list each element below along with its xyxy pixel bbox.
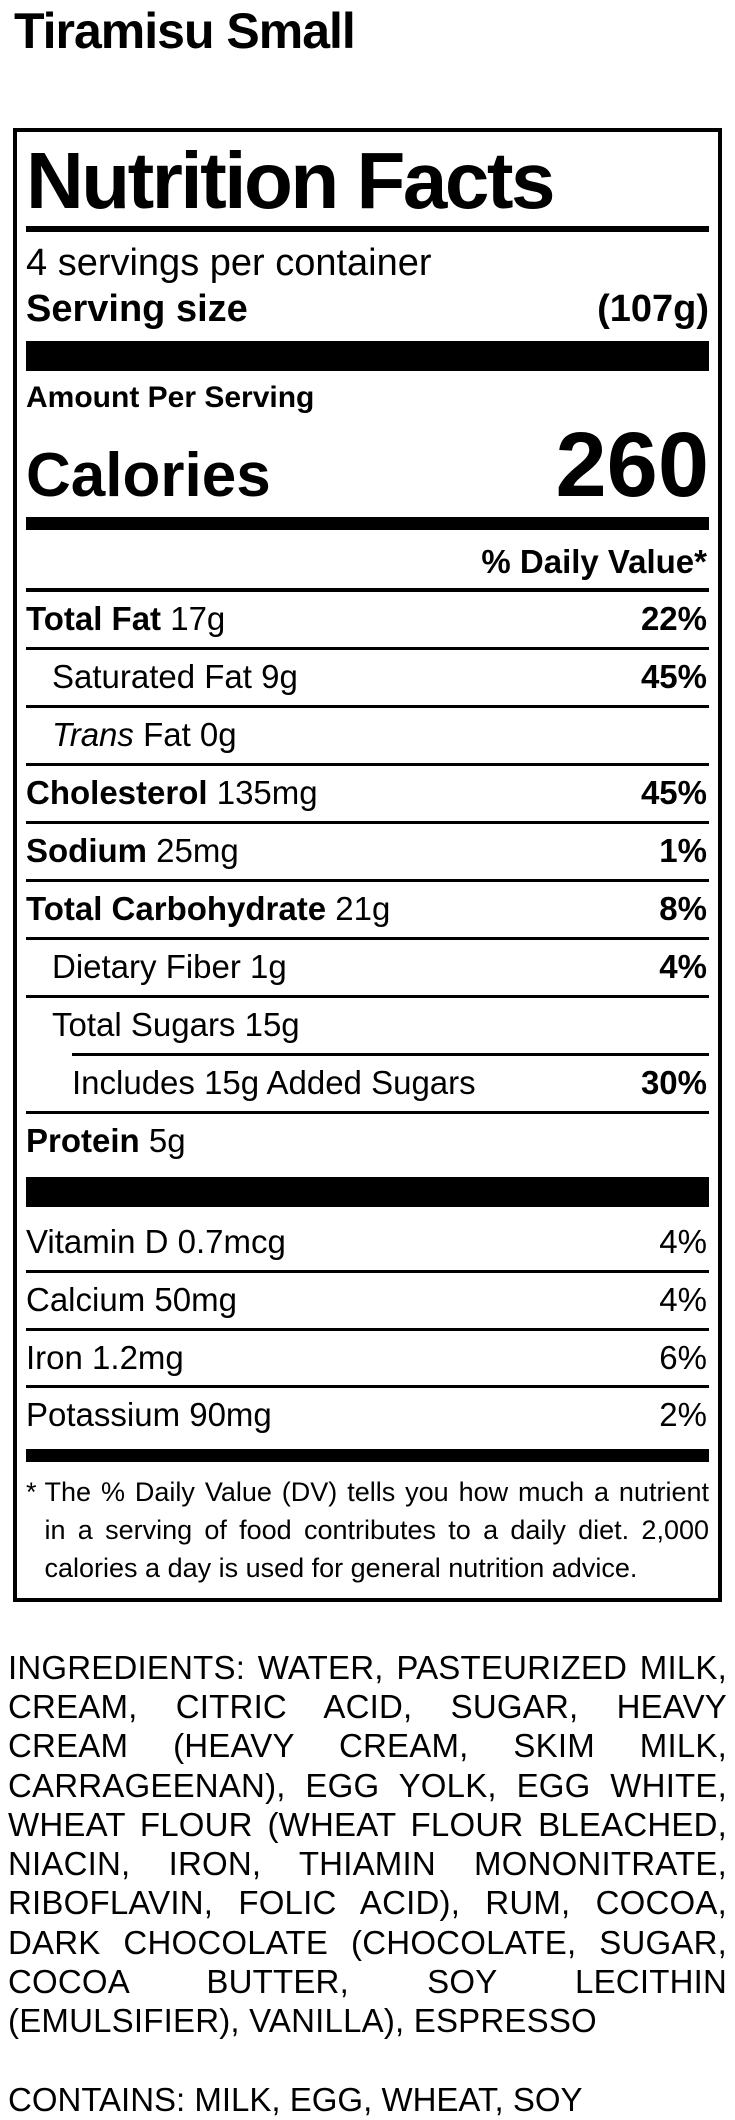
nutrient-amount: Fat 0g	[133, 716, 237, 754]
nutrient-row	[26, 998, 709, 1053]
nutrient-row	[26, 940, 709, 995]
footnote	[26, 1474, 709, 1587]
ingredients-paragraph: INGREDIENTS: WATER, PASTEURIZED MILK, CREAM, CITRIC ACID, SUGAR, HEAVY CREAM (HEAVY CREAM, SKIM MILK, CARRAGEENAN), EGG YOLK, EGG WHITE, WHEAT FLOUR (WHEAT FLOUR BLEACHED, NIACIN, IRON, THIAMIN MONONITRATE, RIBOFLAVIN, FOLIC ACID), RUM, COCOA, DARK CHOCOLATE (CHOCOLATE, SUGAR, COCOA BUTTER, SOY LECITHIN (EMULSIFIER), VANILLA), ESPRESSO	[8, 1648, 727, 2040]
nutrient-amount: 15g	[235, 1005, 300, 1043]
nutrient-name: Cholesterol	[26, 774, 208, 812]
nutrition-facts-panel	[13, 128, 722, 1602]
nutrient-amount: 21g	[326, 889, 391, 927]
calories-row	[26, 413, 709, 516]
servings-per-container: 4 servings per container	[26, 241, 432, 284]
nutrient-name: Total Fat	[26, 600, 162, 638]
serving-size-value: (107g)	[597, 287, 709, 330]
nutrient-rows	[26, 592, 709, 1168]
nutrient-name: Total Carbohydrate	[26, 889, 327, 927]
nutrient-dv: 6%	[659, 1338, 707, 1376]
calories-value: 260	[555, 413, 709, 516]
daily-value-header: % Daily Value*	[481, 542, 707, 580]
nutrient-name: Trans	[52, 716, 134, 754]
footnote-marker: *	[26, 1477, 37, 1508]
nutrient-text	[26, 600, 225, 639]
medium-separator-bar	[26, 517, 709, 530]
title-rule	[26, 226, 709, 232]
nutrient-row	[26, 882, 709, 937]
nutrient-amount: 50mg	[145, 1280, 237, 1318]
contains-paragraph: CONTAINS: MILK, EGG, WHEAT, SOY	[8, 2081, 583, 2119]
thick-separator-bar	[26, 341, 709, 371]
nutrient-text	[26, 1339, 184, 1378]
nutrient-text	[26, 1281, 237, 1320]
nutrient-text	[26, 832, 239, 871]
nutrient-row	[26, 650, 709, 705]
nutrient-row	[26, 708, 709, 763]
nutrient-name: Calcium	[26, 1280, 146, 1318]
nutrient-row	[26, 824, 709, 879]
calories-label: Calories	[26, 440, 271, 510]
nutrient-name: Total Sugars	[52, 1005, 236, 1043]
nutrient-text	[52, 948, 287, 987]
nutrient-dv: 30%	[640, 1063, 707, 1101]
nutrient-row	[26, 766, 709, 821]
nutrient-name: Sodium	[26, 832, 147, 869]
nutrient-dv: 45%	[640, 774, 707, 812]
medium-separator-bar	[26, 1449, 709, 1462]
nutrient-amount: 1.2mg	[82, 1338, 184, 1376]
nutrient-amount: 0.7mcg	[168, 1222, 286, 1260]
nutrient-row	[26, 1114, 709, 1169]
nutrient-text	[26, 1396, 272, 1435]
nutrient-amount: 90mg	[180, 1396, 272, 1434]
footnote-text: The % Daily Value (DV) tells you how much a nutrient in a serving of food contributes to a daily diet. 2,000 calories a day is used for general nutrition advice.	[44, 1477, 709, 1583]
amount-per-serving-label: Amount Per Serving	[26, 381, 315, 415]
nutrient-amount: 5g	[139, 1121, 186, 1159]
nutrient-dv: 1%	[659, 832, 707, 869]
nutrient-dv: 8%	[659, 889, 707, 927]
nutrient-amount: 1g	[240, 947, 287, 985]
nutrient-amount: 135mg	[207, 774, 318, 812]
serving-size-label: Serving size	[26, 287, 248, 330]
nutrition-facts-title: Nutrition Facts	[26, 136, 553, 225]
nutrient-name: Potassium	[26, 1396, 181, 1434]
nutrient-dv: 2%	[659, 1396, 707, 1434]
nutrient-row	[26, 1273, 709, 1328]
nutrient-text	[52, 1006, 300, 1045]
nutrient-dv: 22%	[640, 600, 707, 638]
nutrient-text	[26, 890, 390, 929]
nutrient-row	[26, 1331, 709, 1386]
nutrient-dv: 45%	[640, 658, 707, 696]
nutrient-row	[26, 1056, 709, 1111]
nutrient-amount: 9g	[251, 658, 298, 696]
nutrient-row	[26, 1215, 709, 1270]
nutrient-text	[26, 774, 318, 813]
nutrient-row	[26, 592, 709, 647]
nutrient-name: Iron	[26, 1338, 83, 1376]
nutrient-name: Protein	[26, 1121, 140, 1159]
nutrient-text	[52, 658, 298, 697]
nutrient-amount: 17g	[161, 600, 226, 638]
nutrient-name: Saturated Fat	[52, 658, 252, 696]
micronutrient-rows	[26, 1215, 709, 1444]
nutrient-dv: 4%	[659, 1222, 707, 1260]
nutrient-text	[26, 1223, 286, 1262]
nutrient-row	[26, 1388, 709, 1443]
nutrient-name: Dietary Fiber	[52, 947, 241, 985]
nutrient-dv: 4%	[659, 947, 707, 985]
nutrient-amount: 25mg	[147, 832, 239, 869]
nutrient-text	[26, 1122, 186, 1161]
nutrient-dv: 4%	[659, 1280, 707, 1318]
serving-size-row	[26, 286, 709, 334]
thick-separator-bar	[26, 1177, 709, 1207]
nutrient-text	[52, 716, 237, 755]
nutrient-name: Includes 15g Added Sugars	[72, 1063, 476, 1101]
nutrient-name: Vitamin D	[26, 1222, 169, 1260]
page-title: Tiramisu Small	[14, 3, 355, 59]
nutrient-text	[72, 1064, 476, 1103]
nutrition-label-page	[0, 3, 735, 2120]
